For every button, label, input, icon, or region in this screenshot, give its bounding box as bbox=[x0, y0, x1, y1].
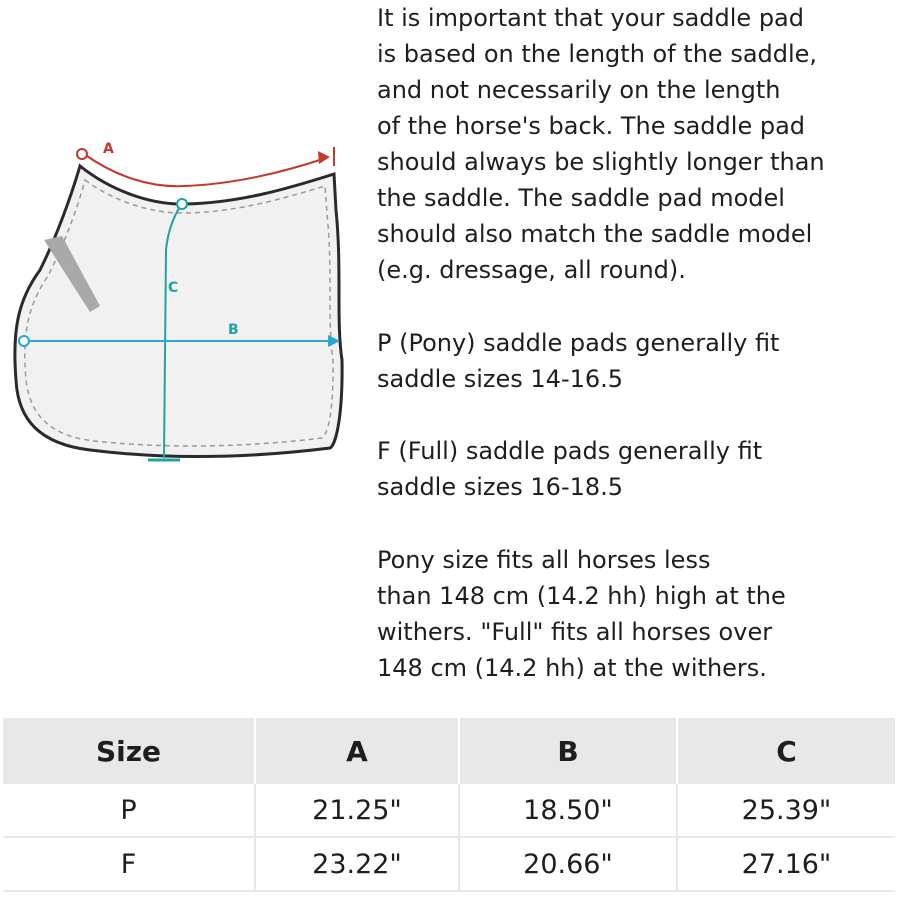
measure-a-line bbox=[84, 154, 326, 186]
size-chart-table bbox=[3, 718, 895, 892]
measure-b-start bbox=[19, 336, 29, 346]
table-header-row bbox=[3, 718, 895, 784]
cell-c: 27.16" bbox=[677, 837, 895, 891]
table-row bbox=[3, 837, 895, 891]
measure-a-start bbox=[77, 149, 87, 159]
pony-size-paragraph: P (Pony) saddle pads generally fit saddle sizes 14-16.5 bbox=[377, 329, 780, 393]
cell-b: 18.50" bbox=[459, 784, 677, 837]
header-a: A bbox=[255, 718, 459, 784]
table-row bbox=[3, 784, 895, 837]
label-b: B bbox=[228, 322, 239, 338]
measure-c-start bbox=[177, 199, 187, 209]
cell-b: 20.66" bbox=[459, 837, 677, 891]
cell-c: 25.39" bbox=[677, 784, 895, 837]
saddle-pad-diagram bbox=[0, 100, 360, 480]
label-a: A bbox=[103, 141, 114, 157]
intro-paragraph: It is important that your saddle pad is based on the length of the saddle, and not necessarily on the length of the horse's back. The saddle pad should always be slightly longer than the saddle. The saddle pad model should also match the saddle model (e.g. dressage, all round). bbox=[377, 4, 825, 284]
label-c: C bbox=[168, 280, 179, 296]
full-size-paragraph: F (Full) saddle pads generally fit saddle sizes 16-18.5 bbox=[377, 437, 763, 501]
header-size: Size bbox=[3, 718, 255, 784]
horse-height-paragraph: Pony size fits all horses less than 148 cm (14.2 hh) high at the withers. "Full" fits all horses over 148 cm (14.2 hh) at the withers. bbox=[377, 546, 786, 682]
cell-a: 21.25" bbox=[255, 784, 459, 837]
header-b: B bbox=[459, 718, 677, 784]
cell-size: P bbox=[3, 784, 255, 837]
measure-a-arrow bbox=[318, 151, 330, 164]
header-c: C bbox=[677, 718, 895, 784]
cell-a: 23.22" bbox=[255, 837, 459, 891]
cell-size: F bbox=[3, 837, 255, 891]
